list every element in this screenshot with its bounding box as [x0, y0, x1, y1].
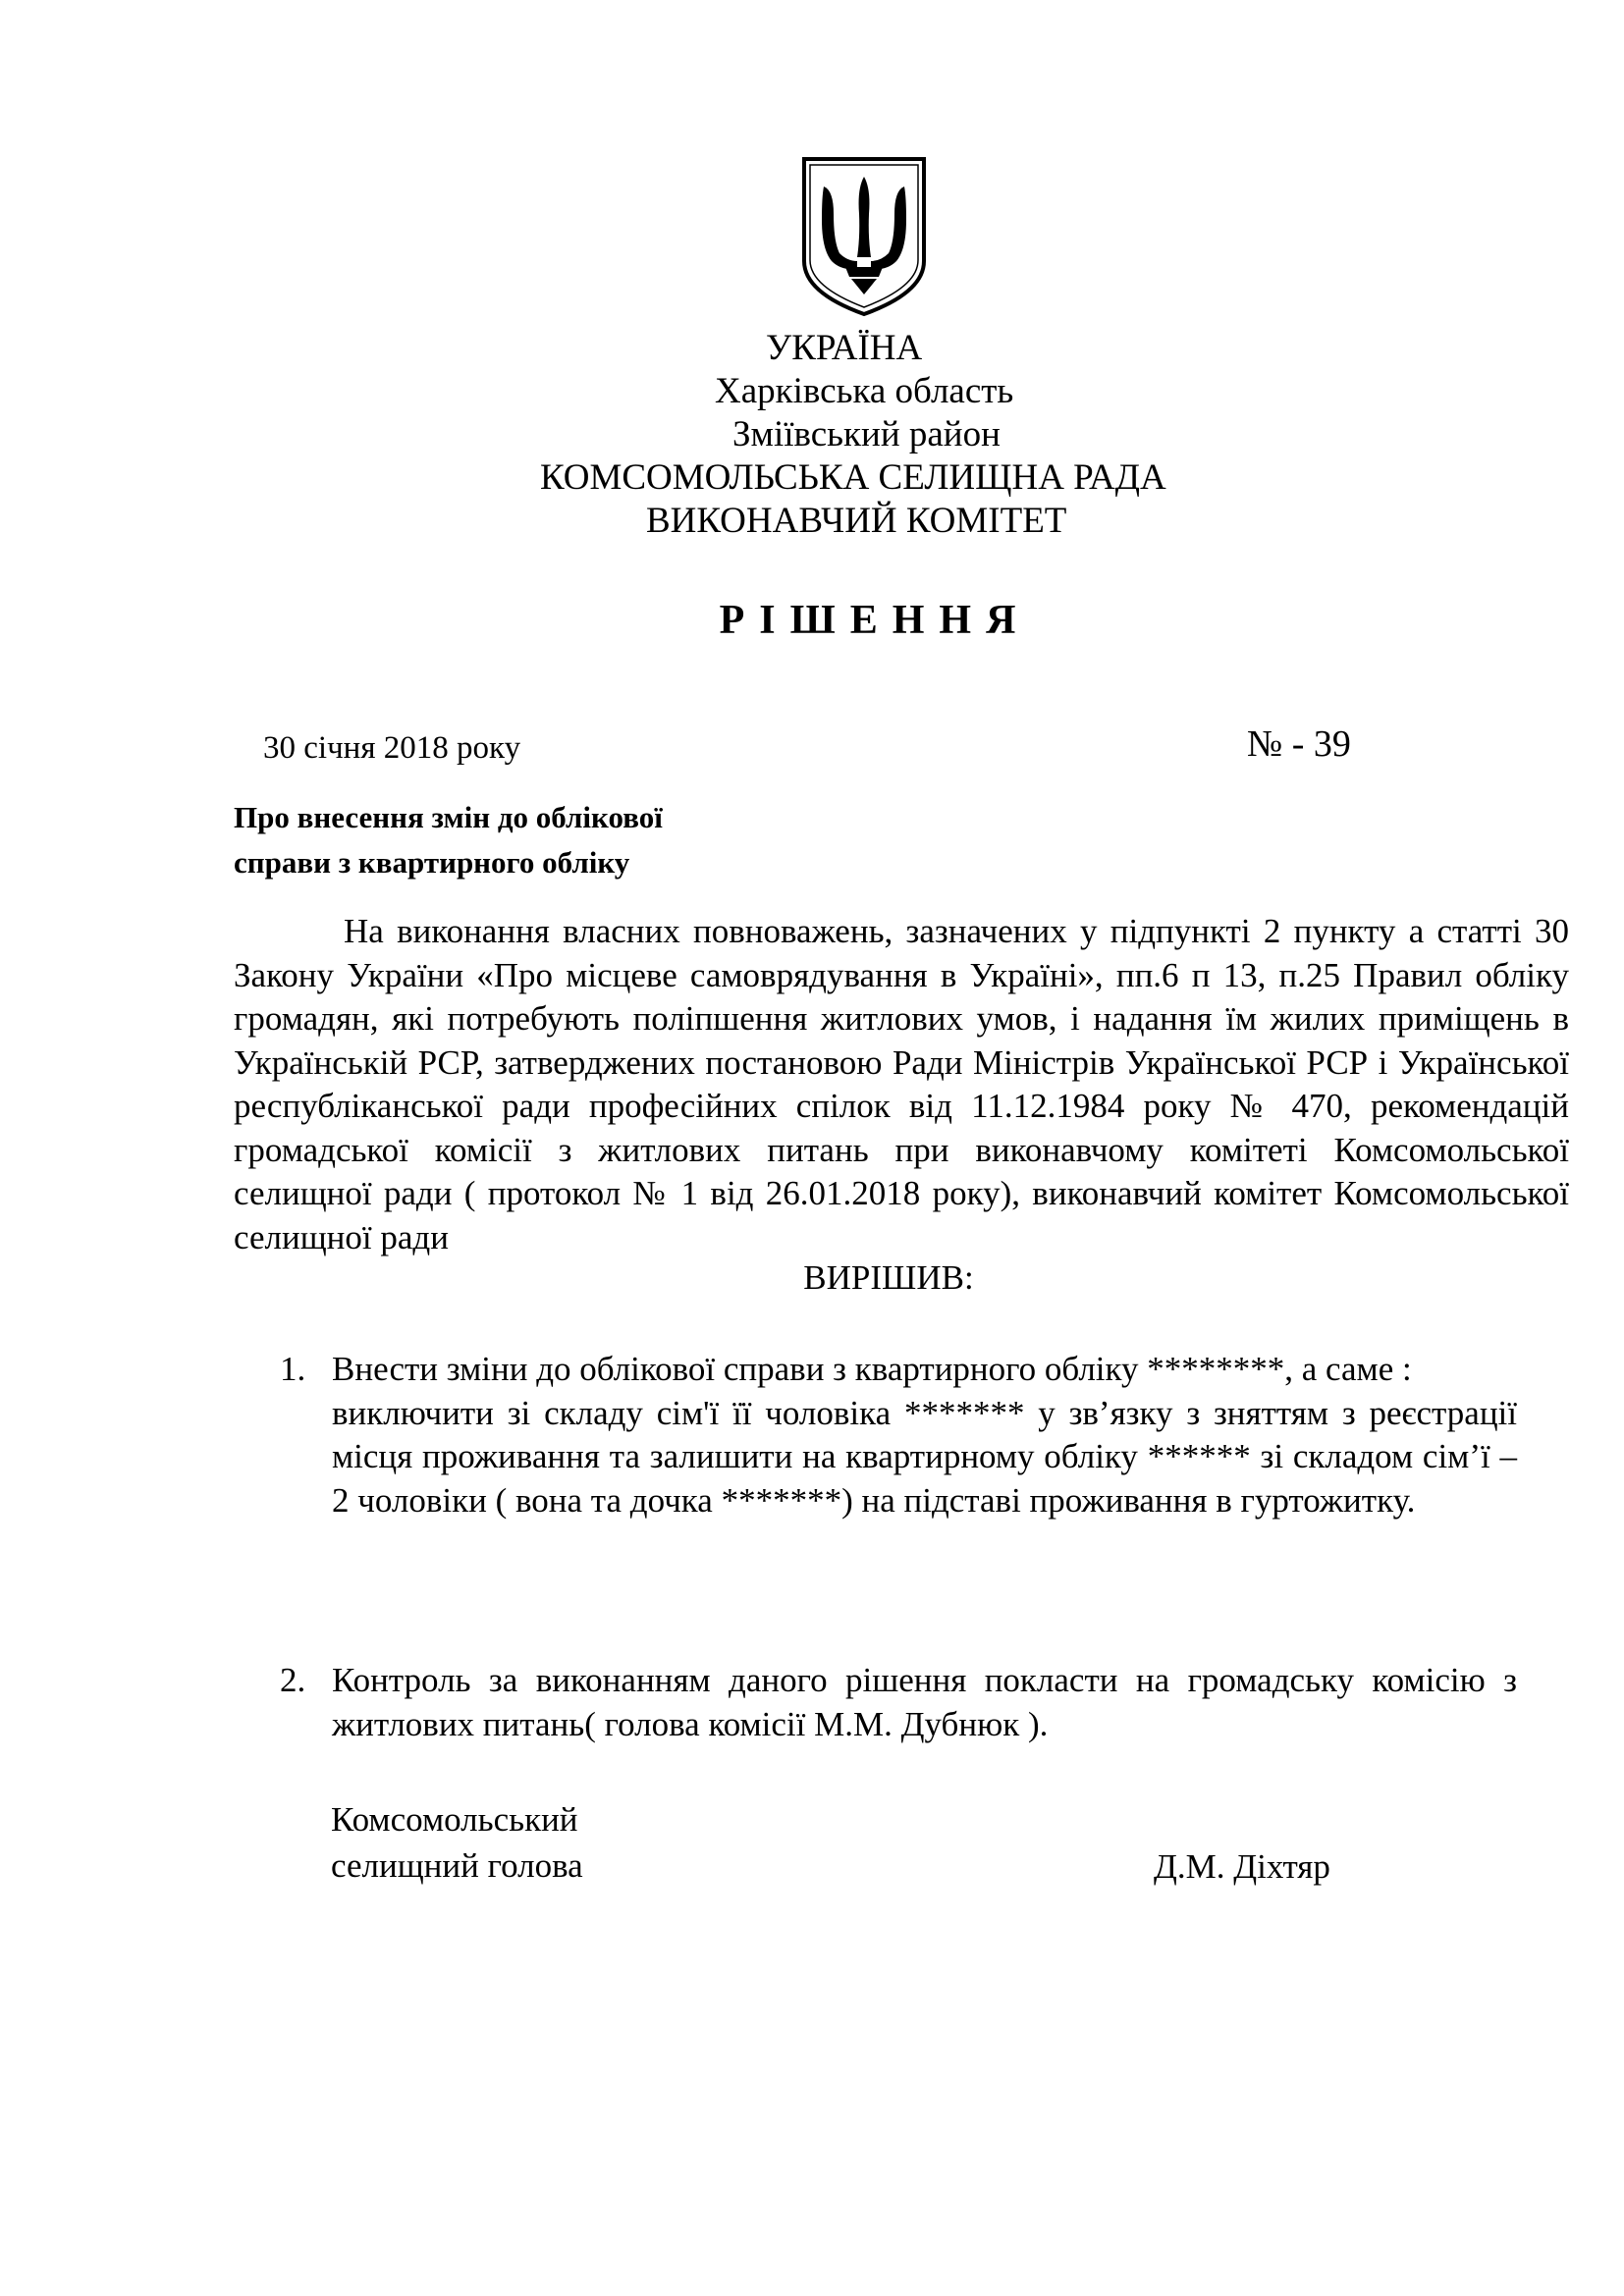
decision-number: № - 39 [1247, 723, 1351, 765]
preamble-text: На виконання власних повноважень, зазначених у підпункті 2 пункту а статті 30 Закону України «Про місцеве самоврядування в Україні», пп.6 п 13, п.25 Правил обліку громадян, які потребують поліпшення житлових умов, і надання їм жилих приміщень в Українській РСР, затверджених постановою Ради Міністрів Української РСР і Української республіканської ради професійних спілок від 11.12.1984 року № 470, рекомендацій громадської комісії з житлових питань при виконавчому комітеті Комсомольської селищної ради ( протокол № 1 від 26.01.2018 року), виконавчий комітет Комсомольської селищної ради [234, 912, 1569, 1256]
decision-subject [234, 795, 663, 885]
list-item [280, 1659, 1517, 1746]
signatory-position-line-1: Комсомольський [331, 1800, 578, 1839]
committee-name: ВИКОНАВЧИЙ КОМІТЕТ [646, 501, 1067, 541]
resolved-heading: ВИРІШИВ: [803, 1258, 974, 1297]
subject-line-1: Про внесення змін до облікової [234, 800, 663, 834]
decision-date: 30 січня 2018 року [263, 730, 521, 766]
district-name: Зміївський район [732, 414, 1001, 454]
subject-line-2: справи з квартирного обліку [234, 845, 630, 880]
signatory-name: Д.М. Діхтяр [1154, 1847, 1330, 1886]
trident-coat-of-arms-icon [800, 155, 928, 317]
document-title: РІШЕННЯ [719, 598, 1031, 643]
item-text: виключити зі складу сім'ї її чоловіка ******* у зв’язку з зняттям з реєстрації місця проживання та залишити на квартирному обліку ****** зі складом сім’ї – 2 чоловіки ( вона та дочка *******) на підставі проживання в гуртожитку. [332, 1393, 1517, 1520]
preamble-paragraph [234, 910, 1569, 1259]
list-item [280, 1348, 1517, 1522]
council-name: КОМСОМОЛЬСЬКА СЕЛИЩНА РАДА [540, 457, 1166, 498]
item-text: Внести зміни до облікової справи з квартирного обліку ********, а саме : [332, 1350, 1412, 1388]
item-number: 2. [280, 1661, 306, 1699]
item-text: Контроль за виконанням даного рішення покласти на громадську комісію з житлових питань( голова комісії М.М. Дубнюк ). [332, 1661, 1517, 1743]
region-name: Харківська область [715, 371, 1014, 411]
item-number: 1. [280, 1350, 306, 1388]
signatory-position [331, 1796, 583, 1889]
country-name: УКРАЇНА [766, 328, 923, 368]
signatory-position-line-2: селищний голова [331, 1846, 583, 1885]
